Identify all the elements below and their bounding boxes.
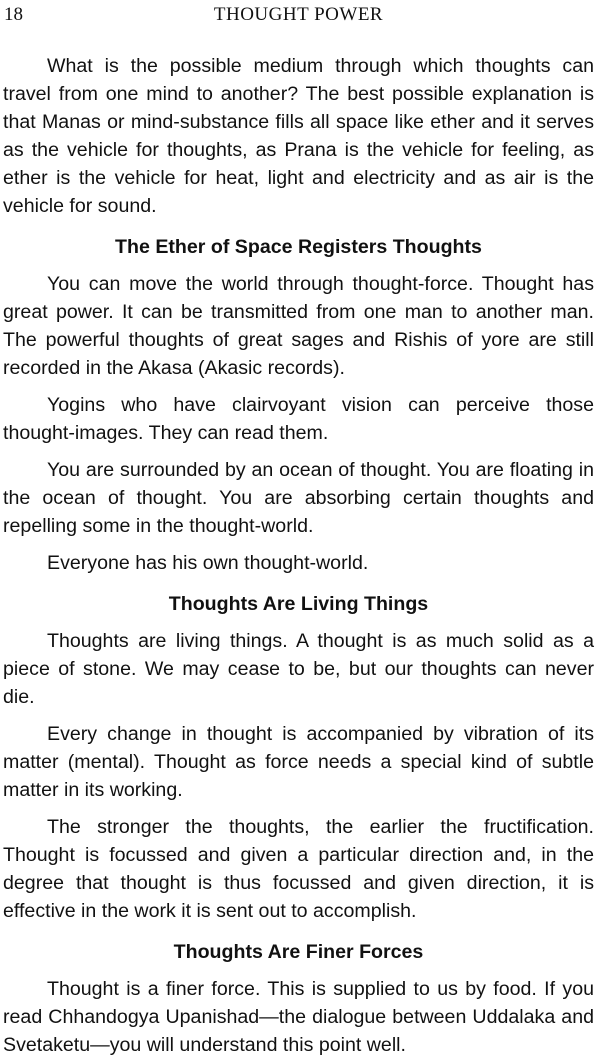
section-paragraphs	[3, 270, 594, 577]
paragraph: You are surrounded by an ocean of thought. You are floating in the ocean of thought. You are absorbing certain thoughts and repelling some in the thought-world.	[3, 459, 594, 537]
book-title: THOUGHT POWER	[213, 4, 384, 25]
section-ether-of-space	[3, 233, 594, 577]
section-paragraphs	[3, 975, 594, 1059]
section-paragraphs	[3, 627, 594, 925]
section-intro	[3, 52, 594, 220]
section-heading: Thoughts Are Living Things	[168, 593, 429, 615]
paragraph: Yogins who have clairvoyant vision can perceive those thought-images. They can read them.	[3, 394, 594, 444]
page-number: 18	[4, 4, 23, 25]
section-paragraphs	[3, 52, 594, 220]
paragraph: Everyone has his own thought-world.	[47, 552, 369, 574]
paragraph: What is the possible medium through which thoughts can travel from one mind to another? The best possible explanation is that Manas or mind-substance fills all space like ether and it serves as the vehicle for thoughts, as Prana is the vehicle for feeling, as ether is the vehicle for heat, light and electricity and as air is the vehicle for sound.	[3, 55, 594, 217]
paragraph: Thought is a finer force. This is supplied to us by food. If you read Chhandogya Upanishad—the dialogue between Uddalaka and Svetaketu—you will understand this point well.	[3, 978, 594, 1056]
paragraph: Every change in thought is accompanied by vibration of its matter (mental). Thought as force needs a special kind of subtle matter in its working.	[3, 723, 594, 801]
paragraph: You can move the world through thought-force. Thought has great power. It can be transmitted from one man to another man. The powerful thoughts of great sages and Rishis of yore are still recorded in the Akasa (Akasic records).	[3, 273, 594, 379]
paragraph: The stronger the thoughts, the earlier the fructification. Thought is focussed and given a particular direction and, in the degree that thought is thus focussed and given direction, it is effective in the work it is sent out to accomplish.	[3, 816, 594, 922]
section-finer-forces	[3, 938, 594, 1059]
section-living-things	[3, 590, 594, 925]
page-body	[3, 52, 594, 1059]
section-heading: Thoughts Are Finer Forces	[173, 941, 424, 963]
paragraph: Thoughts are living things. A thought is as much solid as a piece of stone. We may cease to be, but our thoughts can never die.	[3, 630, 594, 708]
section-heading: The Ether of Space Registers Thoughts	[115, 236, 482, 258]
running-head	[3, 0, 594, 36]
